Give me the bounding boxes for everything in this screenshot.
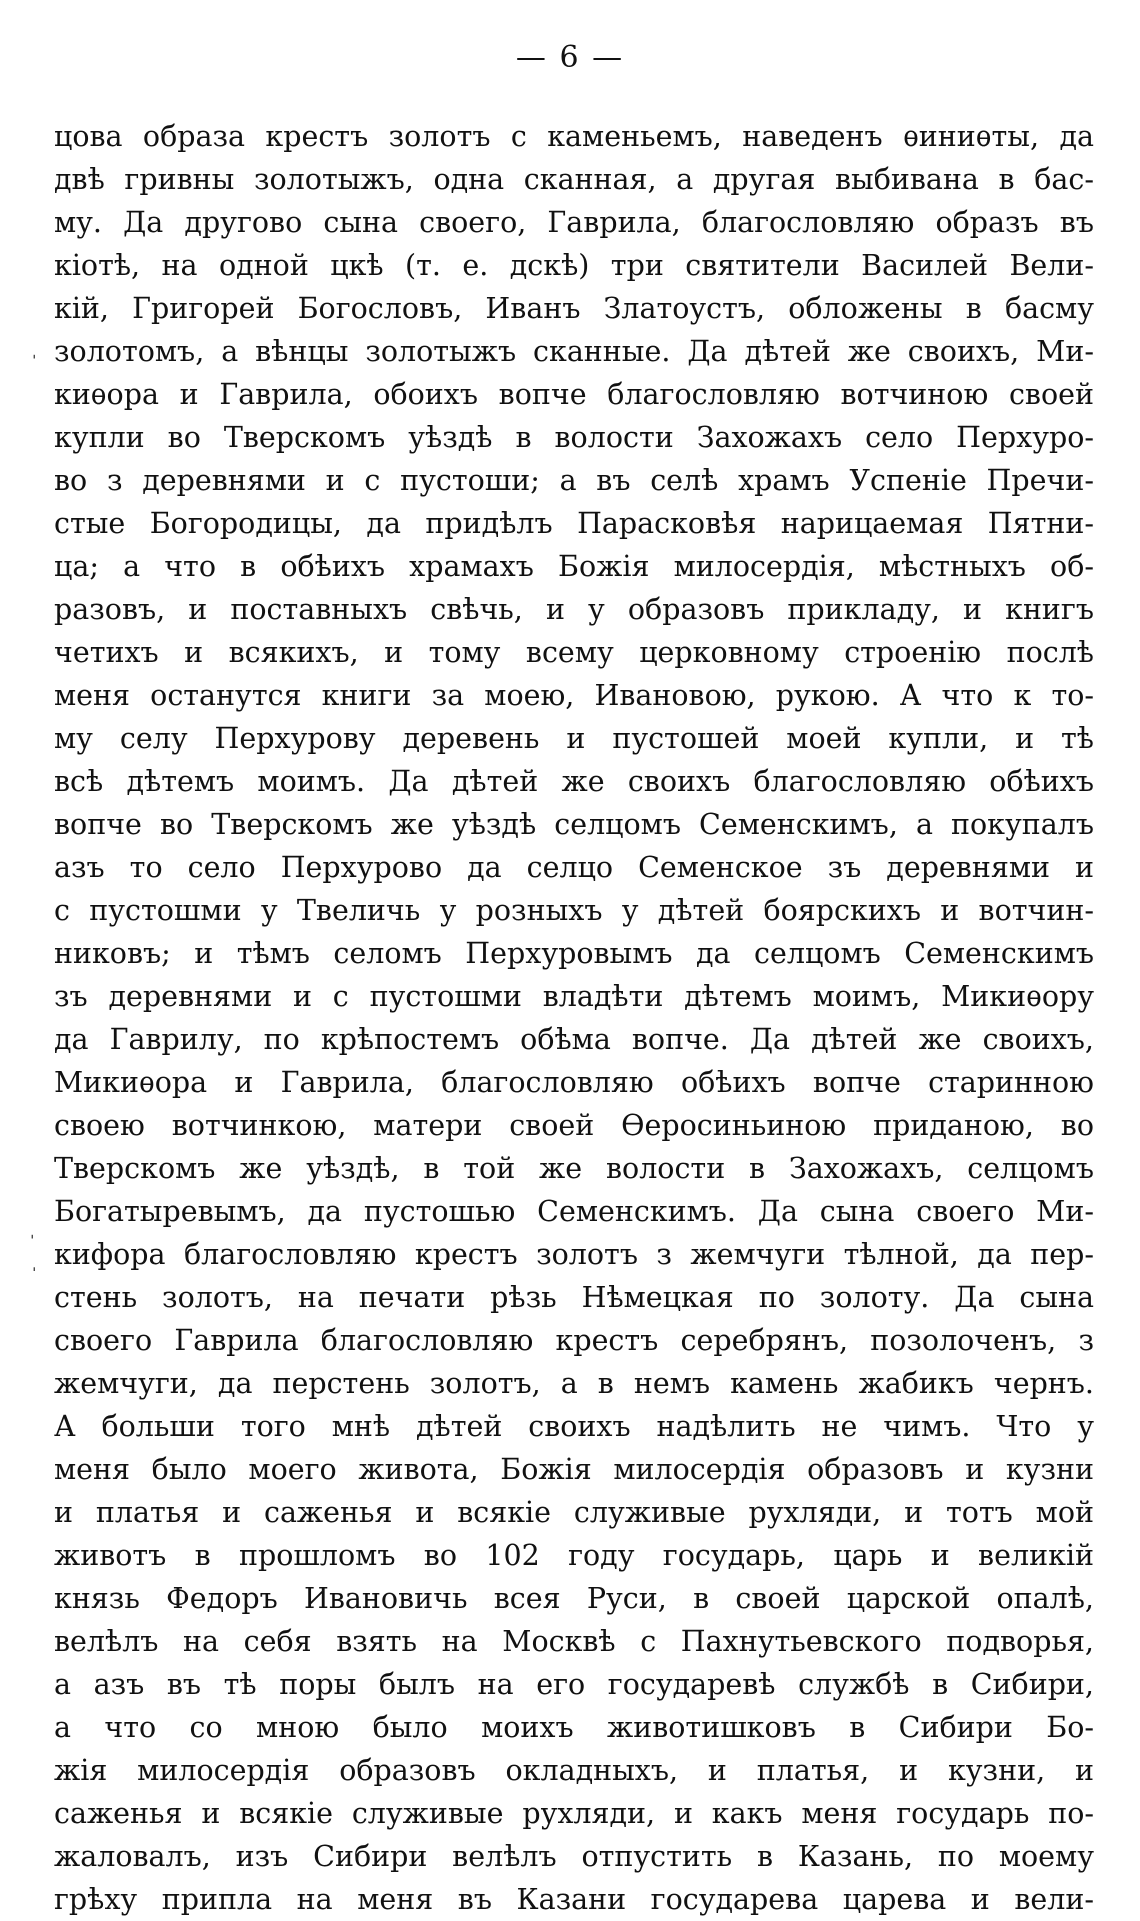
margin-mark: ˈ [30,1232,35,1251]
text-line: Микиѳора и Гаврила, благословляю обѣихъ вопче старинною [54,1066,1094,1099]
text-line: азъ то село Перхурово да селцо Семенское зъ деревнями и [54,851,1094,884]
text-line: Тверскомъ же уѣздѣ, в той же волости в Захожахъ, селцомъ [54,1152,1094,1185]
margin-mark: ˈ [32,352,37,371]
text-line: жемчуги, да перстень золотъ, а в немъ камень жабикъ чернъ. [54,1367,1094,1400]
text-line: Богатыревымъ, да пустошью Семенскимъ. Да сына своего Ми- [54,1195,1094,1228]
text-line: му селу Перхурову деревень и пустошей моей купли, и тѣ [54,722,1094,755]
text-line: и платья и саженья и всякiе служивые рухляди, и тотъ мой [54,1496,1094,1529]
text-line: да Гаврилу, по крѣпостемъ обѣма вопче. Да дѣтей же своихъ, [54,1023,1094,1056]
text-line: своего Гаврила благословляю крестъ серебрянъ, позолоченъ, з [54,1324,1094,1357]
text-block [54,115,1094,1921]
text-line: никовъ; и тѣмъ селомъ Перхуровымъ да селцомъ Семенскимъ [54,937,1094,970]
text-line: всѣ дѣтемъ моимъ. Да дѣтей же своихъ благословляю обѣихъ [54,765,1094,798]
text-line: зъ деревнями и с пустошми владѣти дѣтемъ моимъ, Микиѳору [54,980,1094,1013]
text-line: двѣ гривны золотыжъ, одна сканная, а другая выбивана в бас- [54,163,1094,196]
text-line: разовъ, и поставныхъ свѣчь, и у образовъ прикладу, и книгъ [54,593,1094,626]
text-line: саженья и всякiе служивые рухляди, и какъ меня государь по- [54,1797,1094,1830]
text-line: купли во Тверскомъ уѣздѣ в волости Захожахъ село Перхуро- [54,421,1094,454]
text-line: А больши того мнѣ дѣтей своихъ надѣлить не чимъ. Что у [54,1410,1094,1443]
margin-mark: ˌ [32,1254,37,1273]
text-line: меня было моего живота, Божiя милосердiя образовъ и кузни [54,1453,1094,1486]
text-line: стые Богородицы, да придѣлъ Парасковѣя нарицаемая Пятни- [54,507,1094,540]
text-line: животъ в прошломъ во 102 году государь, царь и великiй [54,1539,1094,1572]
text-line: своею вотчинкою, матери своей Ѳеросиньиною приданою, во [54,1109,1094,1142]
text-line: ца; а что в обѣихъ храмахъ Божiя милосердiя, мѣстныхъ об- [54,550,1094,583]
text-line: жiя милосердiя образовъ окладныхъ, и платья, и кузни, и [54,1754,1094,1787]
text-line: грѣху припла на меня въ Казани государева царева и вели- [54,1883,1094,1916]
text-line: велѣлъ на себя взять на Москвѣ с Пахнутьевского подворья, [54,1625,1094,1658]
text-line: во з деревнями и с пустоши; а въ селѣ храмъ Успенiе Пречи- [54,464,1094,497]
text-line: меня останутся книги за моею, Ивановою, рукою. А что к то- [54,679,1094,712]
text-line: князь Федоръ Ивановичь всея Руси, в своей царской опалѣ, [54,1582,1094,1615]
text-line: а что со мною было моихъ животишковъ в Сибири Бо- [54,1711,1094,1744]
text-line: кiотѣ, на одной цкѣ (т. е. дскѣ) три святители Василей Вели- [54,249,1094,282]
text-line: четихъ и всякихъ, и тому всему церковному строенiю послѣ [54,636,1094,669]
text-line: жаловалъ, изъ Сибири велѣлъ отпустить в Казань, по моему [54,1840,1094,1873]
text-line: а азъ въ тѣ поры былъ на его государевѣ службѣ в Сибири, [54,1668,1094,1701]
text-line: кiй, Григорей Богословъ, Иванъ Златоустъ, обложены в басму [54,292,1094,325]
text-line: кифора благословляю крестъ золотъ з жемчуги тѣлной, да пер- [54,1238,1094,1271]
text-line: вопче во Тверскомъ же уѣздѣ селцомъ Семенскимъ, а покупалъ [54,808,1094,841]
text-line: стень золотъ, на печати рѣзь Нѣмецкая по золоту. Да сына [54,1281,1094,1314]
text-line: му. Да другово сына своего, Гаврила, благословляю образъ въ [54,206,1094,239]
text-line: киѳора и Гаврила, обоихъ вопче благословляю вотчиною своей [54,378,1094,411]
page-number: — 6 — [515,40,625,75]
text-line: с пустошми у Твеличь у розныхъ у дѣтей боярскихъ и вотчин- [54,894,1094,927]
text-line: золотомъ, а вѣнцы золотыжъ сканные. Да дѣтей же своихъ, Ми- [54,335,1094,368]
text-line: цова образа крестъ золотъ с каменьемъ, наведенъ ѳиниѳты, да [54,120,1094,153]
